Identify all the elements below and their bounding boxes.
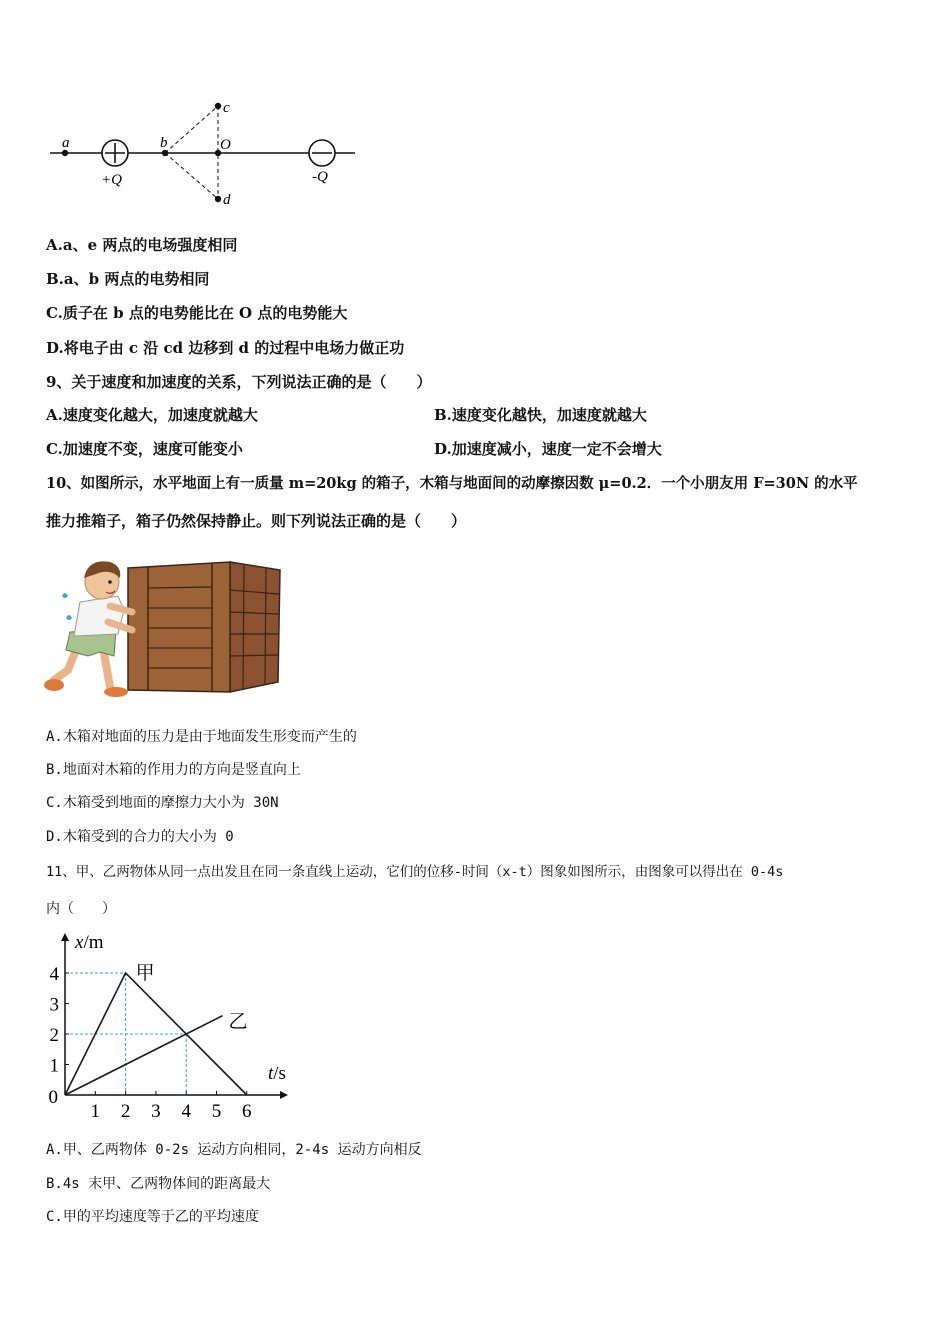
q11-stem-line1: 11、甲、乙两物体从同一点出发且在同一条直线上运动，它们的位移-时间（x-t）图象如图所示，由图象可以得出在 0-4s (46, 864, 784, 880)
label-neg-q: -Q (312, 169, 328, 185)
q10-stem-line1: 10、如图所示，水平地面上有一质量 m=20kg 的箱子，木箱与地面间的动摩擦因数 μ=0.2．一个小朋友用 F=30N 的水平 (46, 475, 858, 492)
x-tick-label-6: 6 (242, 1101, 252, 1121)
q8-option-a: A.a、e 两点的电场强度相同 (46, 236, 238, 254)
label-o: O (220, 137, 231, 153)
q11-option-a: A.甲、乙两物体 0-2s 运动方向相同，2-4s 运动方向相反 (46, 1142, 422, 1158)
dashed-bc (165, 106, 218, 153)
q9-stem: 9、关于速度和加速度的关系，下列说法正确的是（ ） (46, 373, 432, 391)
q9-option-d: D.加速度减小，速度一定不会增大 (434, 440, 662, 458)
x-tick-label-3: 3 (151, 1101, 161, 1121)
label-d: d (223, 192, 231, 208)
y-tick-label-3: 3 (49, 994, 59, 1016)
x-tick-label-4: 4 (181, 1101, 191, 1121)
q10-option-d: D.木箱受到的合力的大小为 0 (46, 829, 234, 845)
q8-option-d: D.将电子由 c 沿 cd 边移到 d 的过程中电场力做正功 (46, 339, 405, 357)
series-label-2: 乙 (228, 1011, 248, 1033)
x-tick-label-5: 5 (211, 1101, 222, 1121)
boy-pushing-crate-illustration (40, 552, 285, 702)
q10-option-a: A.木箱对地面的压力是由于地面发生形变而产生的 (46, 729, 357, 745)
dashed-bd (165, 153, 218, 199)
origin-label: 0 (48, 1087, 58, 1108)
series-label-1: 甲 (135, 963, 155, 984)
x-tick-label-2: 2 (120, 1101, 131, 1121)
charges-figure (40, 92, 370, 217)
x-axis-arrow (280, 1091, 288, 1099)
y-axis-label: x/m (75, 932, 104, 953)
series-line-2 (65, 1016, 223, 1095)
label-a: a (62, 135, 70, 151)
point-d (215, 196, 221, 202)
xt-chart (40, 926, 300, 1121)
q11-stem-line2: 内（ ） (46, 901, 116, 917)
y-tick-label-4: 4 (49, 964, 59, 985)
point-c (215, 103, 221, 109)
q9-option-a: A.速度变化越大，加速度就越大 (46, 406, 258, 424)
q9-option-b: B.速度变化越快，加速度就越大 (434, 406, 647, 424)
q9-option-c: C.加速度不变，速度可能变小 (46, 440, 243, 458)
q8-option-b: B.a、b 两点的电势相同 (46, 270, 210, 288)
y-tick-label-2: 2 (49, 1025, 59, 1046)
q10-option-c: C.木箱受到地面的摩擦力大小为 30N (46, 795, 279, 811)
q11-option-b: B.4s 末甲、乙两物体间的距离最大 (46, 1176, 271, 1192)
y-axis-arrow (61, 933, 69, 941)
q10-stem-line2: 推力推箱子，箱子仍然保持静止。则下列说法正确的是（ ） (46, 512, 467, 530)
q8-option-c: C.质子在 b 点的电势能比在 O 点的电势能大 (46, 304, 348, 322)
q10-option-b: B.地面对木箱的作用力的方向是竖直向上 (46, 762, 301, 778)
label-pos-q: +Q (101, 172, 122, 188)
x-tick-label-1: 1 (90, 1101, 101, 1121)
q11-option-c: C.甲的平均速度等于乙的平均速度 (46, 1209, 259, 1225)
label-b: b (160, 135, 168, 151)
label-c: c (223, 100, 230, 116)
x-axis-label: t/s (268, 1063, 286, 1084)
y-tick-label-1: 1 (49, 1055, 59, 1077)
